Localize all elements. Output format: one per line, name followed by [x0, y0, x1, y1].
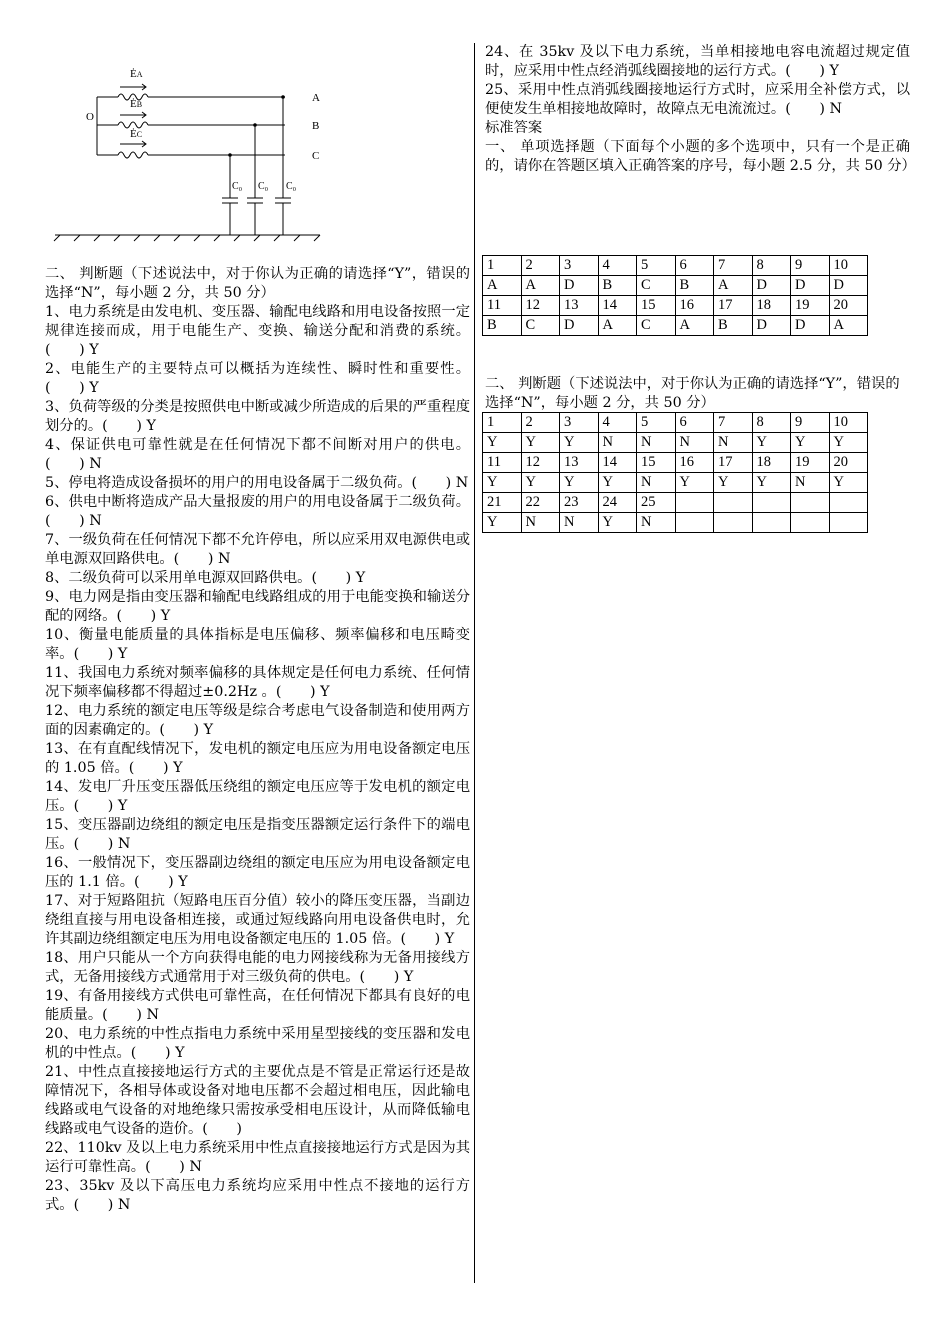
section1-title: 一、 单项选择题（下面每个小题的多个选项中，只有一个是正确的，请你在答题区填入正确答案的序号，每小题 2.5 分，共 50 分）: [485, 139, 916, 174]
table-cell: D: [752, 276, 791, 296]
table-cell: 13: [560, 453, 599, 473]
table-cell: 16: [675, 453, 714, 473]
question-item: 19、有备用接线方式供电可靠性高，在任何情况下都具有良好的电能质量。( ) N: [45, 988, 470, 1023]
table-cell: [752, 493, 791, 513]
table-cell: Y: [598, 473, 637, 493]
table-cell: D: [752, 316, 791, 336]
table-cell: A: [598, 316, 637, 336]
question-item: 3、负荷等级的分类是按照供电中断或减少所造成的后果的严重程度划分的。( ) Y: [45, 399, 470, 434]
question-item: 4、保证供电可靠性就是在任何情况下都不间断对用户的供电。( ) N: [45, 437, 470, 472]
table-row: [483, 453, 868, 473]
table-cell: A: [483, 276, 522, 296]
table-cell: N: [598, 433, 637, 453]
table-cell: A: [714, 276, 753, 296]
table-cell: 7: [714, 413, 753, 433]
table-cell: N: [521, 513, 560, 533]
table-cell: N: [637, 473, 676, 493]
table-cell: 5: [637, 256, 676, 276]
question-item: 23、35kv 及以下高压电力系统均应采用中性点不接地的运行方式。( ) N: [45, 1178, 470, 1213]
right-column: [485, 43, 916, 176]
table-cell: N: [637, 433, 676, 453]
table-cell: 11: [483, 296, 522, 316]
question-list: [485, 43, 910, 119]
table-cell: A: [829, 316, 868, 336]
table-cell: [675, 513, 714, 533]
table-cell: B: [483, 316, 522, 336]
table-cell: 10: [829, 256, 868, 276]
table-cell: 19: [791, 296, 830, 316]
table-cell: D: [791, 316, 830, 336]
table-cell: 24: [598, 493, 637, 513]
table-cell: 18: [752, 296, 791, 316]
table-cell: 14: [598, 296, 637, 316]
emf-label-c: ĖC: [130, 128, 143, 140]
question-item: 21、中性点直接接地运行方式的主要优点是不管是正常运行还是故障情况下，各相导体或设备对地电压都不会超过相电压，因此输电线路或电气设备的对地绝缘只需按承受相电压设计，从而降低输电线路或电气设备的造价。( ): [45, 1064, 470, 1137]
cap-label: C₀: [232, 181, 243, 192]
question-item: 11、我国电力系统对频率偏移的具体规定是任何电力系统、任何情况下频率偏移都不得超过±0.2Hz 。( ) Y: [45, 665, 470, 700]
table-cell: N: [791, 473, 830, 493]
table-cell: 4: [598, 256, 637, 276]
table-cell: 13: [560, 296, 599, 316]
emf-label-a: ĖA: [130, 68, 143, 80]
question-item: 10、衡量电能质量的具体指标是电压偏移、频率偏移和电压畸变率。( ) Y: [45, 627, 470, 662]
question-item: 24、在 35kv 及以下电力系统，当单相接地电容电流超过规定值时，应采用中性点经消弧线圈接地的运行方式。( ) Y: [485, 44, 910, 79]
table-cell: 20: [829, 453, 868, 473]
question-item: 1、电力系统是由发电机、变压器、输配电线路和用电设备按照一定规律连接而成，用于电能生产、变换、输送分配和消费的系统。( ) Y: [45, 304, 470, 358]
table-cell: 23: [560, 493, 599, 513]
question-item: 12、电力系统的额定电压等级是综合考虑电气设备制造和使用两方面的因素确定的。( ) Y: [45, 703, 470, 738]
answer-table-judgement: [482, 412, 868, 533]
table-cell: Y: [521, 433, 560, 453]
section2-title: 二、 判断题（下述说法中，对于你认为正确的请选择“Y”，错误的选择“N”，每小题 2 分，共 50 分）: [45, 266, 470, 301]
question-item: 6、供电中断将造成产品大量报废的用户的用电设备属于二级负荷。( ) N: [45, 494, 470, 529]
table-cell: 9: [791, 256, 830, 276]
question-item: 13、在有直配线情况下，发电机的额定电压应为用电设备额定电压的 1.05 倍。( ) Y: [45, 741, 470, 776]
table-cell: Y: [752, 433, 791, 453]
table-cell: 8: [752, 256, 791, 276]
phase-label-b: B: [312, 120, 320, 132]
table-cell: [829, 513, 868, 533]
table-row: [483, 413, 868, 433]
table-cell: B: [675, 276, 714, 296]
table-cell: Y: [829, 433, 868, 453]
cap-label: C₀: [286, 181, 297, 192]
table-cell: 8: [752, 413, 791, 433]
question-item: 9、电力网是指由变压器和输配电线路组成的用于电能变换和输送分配的网络。( ) Y: [45, 589, 470, 624]
table-cell: 14: [598, 453, 637, 473]
table-cell: Y: [791, 433, 830, 453]
table-cell: D: [560, 316, 599, 336]
question-item: 5、停电将造成设备损坏的用户的用电设备属于二级负荷。( ) N: [45, 475, 469, 491]
table-cell: N: [714, 433, 753, 453]
circuit-diagram: [50, 55, 350, 255]
table-cell: D: [791, 276, 830, 296]
question-item: 7、一级负荷在任何情况下都不允许停电，所以应采用双电源供电或单电源双回路供电。( ) N: [45, 532, 470, 567]
table-cell: Y: [560, 433, 599, 453]
table-cell: 17: [714, 296, 753, 316]
table-cell: A: [521, 276, 560, 296]
table-cell: N: [675, 433, 714, 453]
section2-title-right: 二、 判断题（下述说法中，对于你认为正确的请选择“Y”，错误的选择“N”，每小题 2 分，共 50 分）: [485, 376, 900, 411]
table-cell: D: [829, 276, 868, 296]
table-cell: N: [637, 513, 676, 533]
table-cell: 15: [637, 296, 676, 316]
question-item: 16、一般情况下，变压器副边绕组的额定电压应为用电设备额定电压的 1.1 倍。( ) Y: [45, 855, 470, 890]
table-cell: 22: [521, 493, 560, 513]
table-cell: [752, 513, 791, 533]
column-divider: [474, 43, 475, 1283]
table-row: [483, 473, 868, 493]
table-cell: [829, 493, 868, 513]
table-cell: D: [560, 276, 599, 296]
table-cell: 18: [752, 453, 791, 473]
table-cell: 15: [637, 453, 676, 473]
table-cell: 6: [675, 256, 714, 276]
table-cell: C: [637, 316, 676, 336]
question-item: 20、电力系统的中性点指电力系统中采用星型接线的变压器和发电机的中性点。( ) Y: [45, 1026, 470, 1061]
table-cell: N: [560, 513, 599, 533]
table-cell: 1: [483, 413, 522, 433]
question-item: 17、对于短路阻抗（短路电压百分值）较小的降压变压器，当副边绕组直接与用电设备相连接，或通过短线路向用电设备供电时，允许其副边绕组额定电压为用电设备额定电压的 1.05 倍。( ) Y: [45, 893, 470, 947]
phase-label-c: C: [312, 150, 320, 162]
table-cell: Y: [521, 473, 560, 493]
table-cell: 10: [829, 413, 868, 433]
table-row: [483, 316, 868, 336]
phase-label-a: A: [312, 92, 320, 104]
table-cell: 19: [791, 453, 830, 473]
table-cell: A: [675, 316, 714, 336]
table-cell: Y: [752, 473, 791, 493]
table-cell: 12: [521, 296, 560, 316]
table-cell: 6: [675, 413, 714, 433]
answer-heading: 标准答案: [485, 120, 543, 136]
origin-label: O: [86, 111, 94, 123]
table-cell: 5: [637, 413, 676, 433]
table-row: [483, 433, 868, 453]
table-cell: [791, 513, 830, 533]
table-cell: Y: [598, 513, 637, 533]
table-cell: 1: [483, 256, 522, 276]
table-cell: [714, 493, 753, 513]
question-item: 2、电能生产的主要特点可以概括为连续性、瞬时性和重要性。( ) Y: [45, 361, 470, 396]
table-cell: Y: [675, 473, 714, 493]
table-cell: [714, 513, 753, 533]
question-item: 15、变压器副边绕组的额定电压是指变压器额定运行条件下的端电压。( ) N: [45, 817, 470, 852]
question-item: 14、发电厂升压变压器低压绕组的额定电压应等于发电机的额定电压。( ) Y: [45, 779, 470, 814]
table-cell: 4: [598, 413, 637, 433]
table-cell: 2: [521, 413, 560, 433]
emf-label-b: ĖB: [130, 98, 143, 110]
table-row: [483, 513, 868, 533]
table-cell: 9: [791, 413, 830, 433]
question-item: 25、采用中性点消弧线圈接地运行方式时，应采用全补偿方式，以便使发生单相接地故障时，故障点无电流流过。( ) N: [485, 82, 910, 117]
table-cell: Y: [829, 473, 868, 493]
table-cell: B: [598, 276, 637, 296]
table-cell: Y: [560, 473, 599, 493]
table-row: [483, 256, 868, 276]
table-cell: B: [714, 316, 753, 336]
table-cell: 7: [714, 256, 753, 276]
table-cell: C: [637, 276, 676, 296]
question-item: 18、用户只能从一个方向获得电能的电力网接线称为无备用接线方式，无备用接线方式通常用于对三级负荷的供电。( ) Y: [45, 950, 470, 985]
table-cell: 21: [483, 493, 522, 513]
table-cell: 20: [829, 296, 868, 316]
table-row: [483, 276, 868, 296]
table-cell: C: [521, 316, 560, 336]
question-item: 8、二级负荷可以采用单电源双回路供电。( ) Y: [45, 570, 366, 586]
question-item: 22、110kv 及以上电力系统采用中性点直接接地运行方式是因为其运行可靠性高。( ) N: [45, 1140, 470, 1175]
table-cell: Y: [483, 473, 522, 493]
left-column: [45, 265, 470, 1215]
cap-label: C₀: [258, 181, 269, 192]
table-cell: 25: [637, 493, 676, 513]
question-list: [45, 303, 470, 1215]
table-cell: Y: [483, 433, 522, 453]
table-row: [483, 493, 868, 513]
table-cell: [791, 493, 830, 513]
table-cell: Y: [714, 473, 753, 493]
table-cell: 12: [521, 453, 560, 473]
table-cell: 2: [521, 256, 560, 276]
table-cell: 3: [560, 256, 599, 276]
table-cell: 3: [560, 413, 599, 433]
table-cell: 11: [483, 453, 522, 473]
table-row: [483, 296, 868, 316]
table-cell: Y: [483, 513, 522, 533]
answer-table-choice: [482, 255, 868, 336]
table-cell: 16: [675, 296, 714, 316]
table-cell: 17: [714, 453, 753, 473]
table-cell: [675, 493, 714, 513]
